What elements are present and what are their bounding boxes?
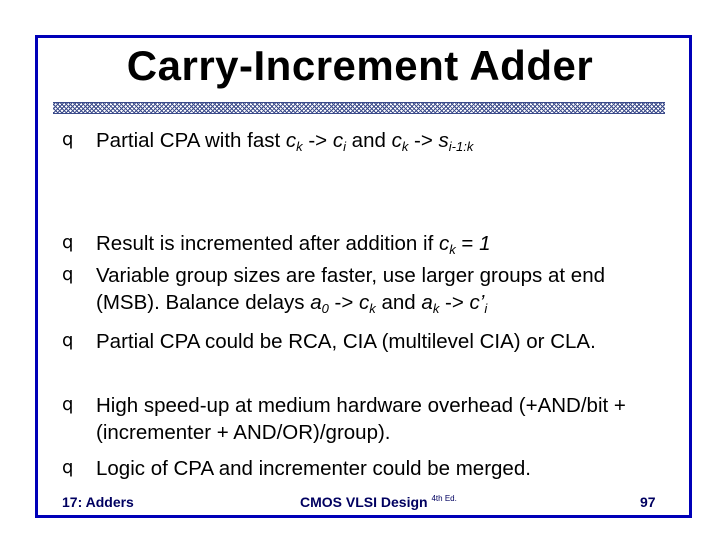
bullet-box-icon: q	[62, 129, 74, 150]
bullet-variable-group-sizes	[62, 262, 662, 322]
bullet-high-speed-up	[62, 392, 662, 446]
title-divider	[53, 102, 665, 114]
bullet-text: High speed-up at medium hardware overhead (+AND/bit + (incrementer + AND/OR)/group).	[96, 394, 626, 444]
bullet-box-icon: q	[62, 264, 74, 285]
bullet-partial-cpa	[62, 127, 662, 160]
bullet-partial-cpa-options	[62, 328, 662, 355]
bullet-box-icon: q	[62, 330, 74, 351]
footer-course-title: CMOS VLSI Design $^{4th Ed.}$	[300, 494, 457, 510]
bullet-logic-merged	[62, 455, 662, 482]
footer-page-number: 97	[640, 494, 656, 510]
bullet-text: Result is incremented after addition if $c_k = 1$	[96, 232, 491, 257]
bullet-text: Partial CPA with fast $c_k -> c_i$ and $c_k -> s_{i-1:k}$	[96, 129, 474, 154]
slide-title: Carry-Increment Adder	[126, 42, 594, 89]
footer-section-label: 17: Adders	[62, 494, 134, 510]
bullet-box-icon: q	[62, 457, 74, 478]
footer-edition: 4th Ed.	[431, 494, 457, 503]
bullet-box-icon: q	[62, 232, 74, 253]
bullet-text: Partial CPA could be RCA, CIA (multilevel CIA) or CLA.	[96, 330, 596, 353]
bullet-box-icon: q	[62, 394, 74, 415]
bullet-result-incremented	[62, 230, 662, 263]
bullet-text: Logic of CPA and incrementer could be merged.	[96, 457, 531, 480]
bullet-text: Variable group sizes are faster, use larger groups at end (MSB). Balance delays $a_0 -> c_k$ and $a_k$ -> $c’_i$	[96, 264, 605, 316]
